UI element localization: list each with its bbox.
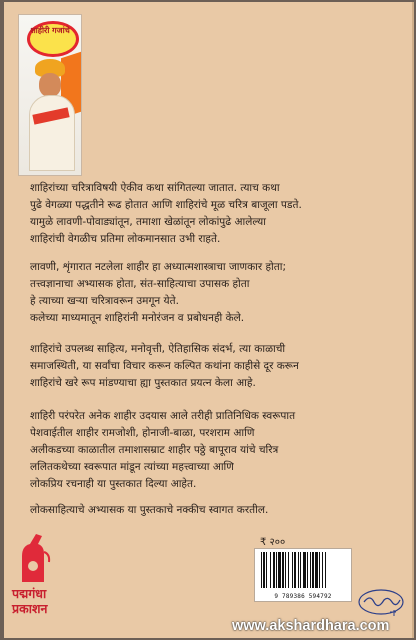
blurb-line: लोकप्रिय रचनाही या पुस्तकात दिल्या आहेत. [30,478,197,490]
blurb-line: समाजस्थिती, या सर्वांचा विचार करून कल्पित कथांना काहीसे दूर करून [30,360,299,372]
thumbnail-title: शाहीरी गजांचे [30,26,70,35]
isbn-digits: 9 789386 594792 [274,593,332,600]
blurb-paragraph-5 [30,502,394,519]
barcode-bar [294,552,296,588]
barcode-bar [310,552,311,588]
publisher-name-line-2: प्रकाशन [12,601,48,616]
publisher-logo-icon [16,532,52,584]
barcode-bar [263,552,265,588]
handwritten-signature [356,586,406,620]
barcode-bar [285,552,286,588]
blurb-line: लावणी, शृंगारात नटलेला शाहीर हा अध्यात्मशास्त्राचा जाणकार होता; [30,261,287,273]
blurb-line: हे त्याच्या खऱ्या चरित्रावरून उमगून येते. [30,295,179,307]
barcode-bar [322,552,323,588]
barcode-bars [255,549,351,591]
blurb-line: ललितकथेच्या स्वरूपात मांडून त्यांच्या महत्त्वाच्या आणि [30,461,234,473]
blurb-line: पेशवाईतील शाहीर रामजोशी, होनाजी-बाळा, परशराम आणि [30,427,255,439]
barcode-bar [298,552,299,588]
publisher-name [12,586,72,616]
back-cover [4,2,414,638]
blurb-line: लोकसाहित्याचे अभ्यासक या पुस्तकाचे नक्कीच स्वागत करतील. [30,504,269,516]
price-label: ₹ २०० [260,537,286,548]
blurb-line: अलीकडच्या काळातील तमाशासम्राट शाहीर पठ्ठे बापूराव यांचे चरित्र [30,444,279,456]
barcode-bar [278,552,281,588]
barcode-bar [273,552,275,588]
barcode-bar [325,552,326,588]
barcode-bar [315,552,318,588]
blurb-paragraph-1 [30,180,394,248]
blurb-line: शाहिरांच्या चरित्राविषयी ऐकीव कथा सांगितल्या जातात. त्याच कथा [30,182,280,194]
blurb-line: शाहिरांचे उपलब्ध साहित्य, मनोवृत्ती, ऐतिहासिक संदर्भ, त्या काळाची [30,343,286,355]
blurb-line: यामुळे लावणी-पोवाड्यांतून, तमाशा खेळांतून लोकांपुढे आलेल्या [30,216,266,228]
barcode-bar [266,552,267,588]
barcode-bar [303,552,306,588]
blurb-line: पुढे वेगळ्या पद्धतीने रूढ होतात आणि शाहिरांचे मूळ चरित्र बाजूला पडते. [30,199,302,211]
barcode-bar [319,552,320,588]
blurb-paragraph-3 [30,341,394,392]
barcode-bar [261,552,262,588]
robe [29,95,75,171]
front-cover-thumbnail [18,14,82,176]
blurb-line: शाहिरांची वेगळीच प्रतिमा लोकमानसात उभी राहते. [30,233,221,245]
barcode-bar [276,552,277,588]
blurb-paragraph-2 [30,259,394,327]
watermark-text: www.akshardhara.com [232,618,390,634]
blurb-line: तत्त्वज्ञानाचा अभ्यासक होता, संत-साहित्याचा उपासक होता [30,278,250,290]
barcode-bar [307,552,308,588]
blurb-line: शाहिरांचे खरे रूप मांडण्याचा ह्या पुस्तकात प्रयत्न केला आहे. [30,377,256,389]
barcode-bar [282,552,284,588]
publisher-name-line-1: पद्मगंधा [12,586,47,601]
blurb-line: कलेच्या माध्यमातून शाहिरांनी मनोरंजन व प्रबोधनही केले. [30,312,245,324]
blurb-paragraph-4 [30,408,394,493]
barcode-bar [288,552,289,588]
isbn-barcode [254,548,352,602]
face [39,73,61,97]
barcode-bar [270,552,271,588]
barcode-bar [300,552,301,588]
barcode-bar [312,552,314,588]
blurb-line: शाहिरी परंपरेत अनेक शाहीर उदयास आले तरीही प्रातिनिधिक स्वरूपात [30,410,296,422]
barcode-bar [292,552,293,588]
